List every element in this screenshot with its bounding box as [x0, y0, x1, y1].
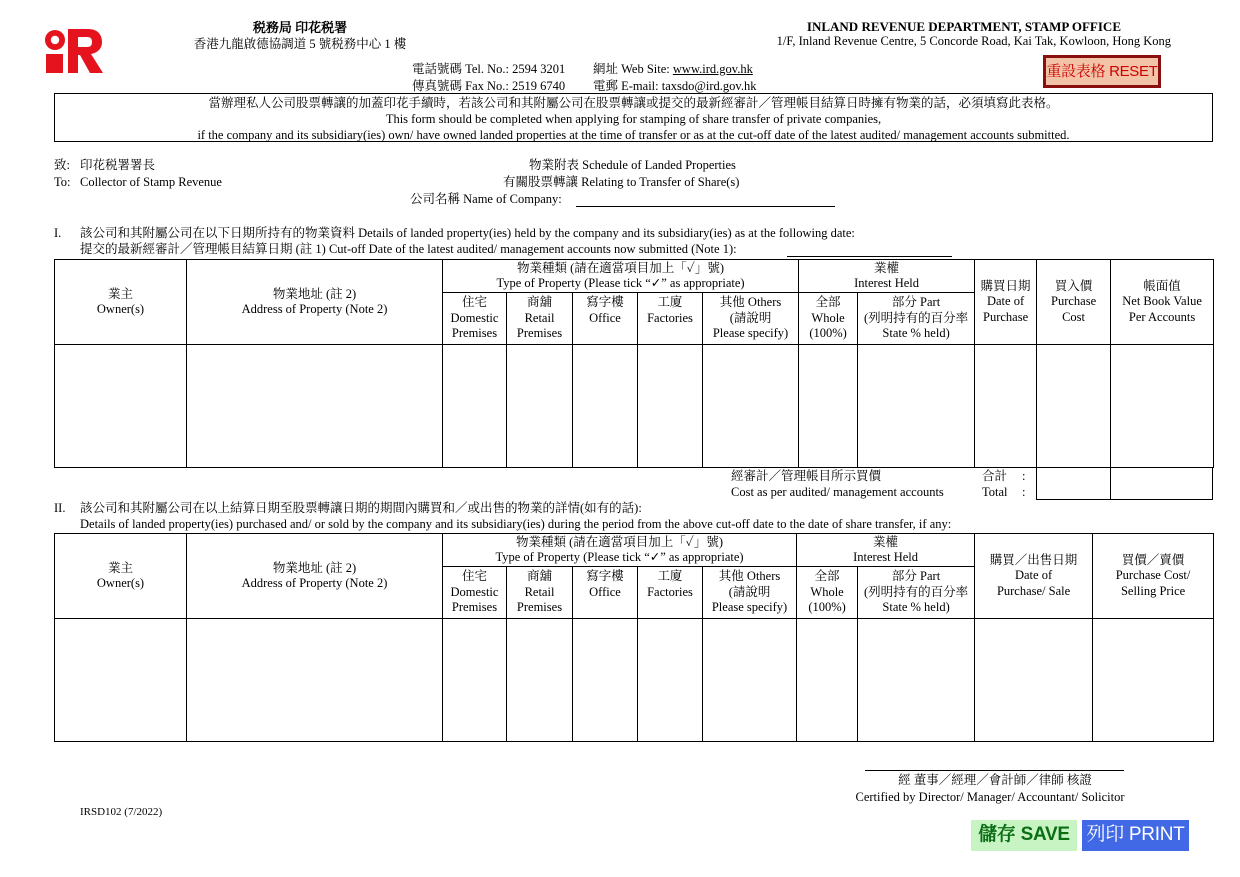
cutoff-date-label: 提交的最新經審計／管理帳目結算日期 (註 1) Cut-off Date of the latest audited/ management accounts now submitted (Note 1):: [80, 242, 737, 256]
domestic-header: 住宅 Domestic Premises: [443, 567, 507, 619]
cutoff-date-field[interactable]: [787, 242, 952, 257]
to-english-label: To:: [54, 175, 71, 189]
certify-english: Certified by Director/ Manager/ Accountant/ Solicitor: [855, 790, 1125, 804]
domestic-input-cell[interactable]: [443, 619, 507, 742]
whole-header: 全部 Whole (100%): [797, 567, 858, 619]
office-header: 寫字樓 Office: [573, 293, 638, 345]
dept-name-english: INLAND REVENUE DEPARTMENT, STAMP OFFICE: [806, 19, 1121, 34]
owner-header: 業主 Owner(s): [55, 534, 187, 619]
email: 電郵 E-mail: taxsdo@ird.gov.hk: [593, 79, 757, 93]
address-chinese: 香港九龍啟德協調道 5 號税務中心 1 樓: [193, 37, 407, 51]
interest-header: 業權 Interest Held: [797, 534, 975, 567]
section2-heading-english: Details of landed property(ies) purchased and/ or sold by the company and its subsidiary(ies) during the period from the above cut-off date to the date of share transfer, if any:: [80, 517, 952, 531]
domestic-header: 住宅 Domestic Premises: [443, 293, 507, 345]
dept-name-chinese: 税務局 印花税署: [252, 20, 348, 35]
whole-header: 全部 Whole (100%): [799, 293, 858, 345]
address-english: 1/F, Inland Revenue Centre, 5 Concorde Road, Kai Tak, Kowloon, Hong Kong: [776, 34, 1171, 48]
total-purchase-cost-field[interactable]: [1036, 467, 1111, 500]
section1-heading: 該公司和其附屬公司在以下日期所持有的物業資料 Details of landed property(ies) held by the company and its subsidiary(ies) as at the following date:: [80, 226, 855, 240]
domestic-input-cell[interactable]: [443, 345, 507, 468]
website-label: 網址 Web Site:: [593, 62, 673, 76]
total-net-book-value-field[interactable]: [1110, 467, 1213, 500]
factories-input-cell[interactable]: [638, 619, 703, 742]
others-header: 其他 Others (請說明 Please specify): [703, 293, 799, 345]
others-input-cell[interactable]: [703, 619, 797, 742]
owner-input-cell[interactable]: [55, 619, 187, 742]
section2-heading-chinese: 該公司和其附屬公司在以上結算日期至股票轉讓日期的期間內購買和／或出售的物業的詳情(如有的話):: [80, 501, 642, 515]
retail-header: 商舖 Retail Premises: [507, 293, 573, 345]
schedule-subtitle: 有關股票轉讓 Relating to Transfer of Share(s): [503, 175, 740, 189]
total-label-chinese: 經審計／管理帳目所示買價: [731, 469, 882, 483]
address-header: 物業地址 (註 2) Address of Property (Note 2): [187, 534, 443, 619]
total-colon-2: :: [1022, 485, 1026, 499]
address-input-cell[interactable]: [187, 345, 443, 468]
certify-chinese: 經 董事／經理／會計師／律師 核證: [898, 773, 1092, 787]
notice-line-english-1: This form should be completed when applying for stamping of share transfer of private companies,: [385, 112, 882, 126]
fax-number: 傳真號碼 Fax No.: 2519 6740: [412, 79, 566, 93]
website: [593, 62, 753, 77]
company-name-field[interactable]: [576, 192, 835, 207]
owner-header: 業主 Owner(s): [55, 260, 187, 345]
to-chinese-label: 致:: [54, 158, 70, 172]
section2-numeral: II.: [54, 501, 66, 515]
office-header: 寫字樓 Office: [573, 567, 638, 619]
factories-input-cell[interactable]: [638, 345, 703, 468]
retail-input-cell[interactable]: [507, 345, 573, 468]
tel-number: 電話號碼 Tel. No.: 2594 3201: [412, 62, 566, 76]
net-book-value-header: 帳面值 Net Book Value Per Accounts: [1111, 260, 1214, 345]
part-header: 部分 Part (列明持有的百分率 State % held): [858, 567, 975, 619]
part-input-cell[interactable]: [858, 619, 975, 742]
website-link[interactable]: www.ird.gov.hk: [672, 62, 753, 76]
total-label-english: Cost as per audited/ management accounts: [731, 485, 944, 499]
interest-header: 業權 Interest Held: [799, 260, 975, 293]
purchase-cost-header: 買入價 Purchase Cost: [1037, 260, 1111, 345]
purchase-cost-input-cell[interactable]: [1037, 345, 1111, 468]
address-input-cell[interactable]: [187, 619, 443, 742]
section1-numeral: I.: [54, 226, 62, 240]
part-header: 部分 Part (列明持有的百分率 State % held): [858, 293, 975, 345]
others-input-cell[interactable]: [703, 345, 799, 468]
factories-header: 工廈 Factories: [638, 567, 703, 619]
owner-input-cell[interactable]: [55, 345, 187, 468]
purchase-sale-date-header: 購買／出售日期 Date of Purchase/ Sale: [975, 534, 1093, 619]
company-name-label: 公司名稱 Name of Company:: [410, 192, 562, 206]
property-type-header: 物業種類 (請在適當項目加上「✓」號) Type of Property (Please tick “✓” as appropriate): [443, 534, 797, 567]
factories-header: 工廈 Factories: [638, 293, 703, 345]
office-input-cell[interactable]: [573, 345, 638, 468]
retail-input-cell[interactable]: [507, 619, 573, 742]
reset-button[interactable]: 重設表格 RESET: [1043, 55, 1161, 88]
transactions-table: [54, 533, 1214, 742]
purchase-selling-price-input-cell[interactable]: [1093, 619, 1214, 742]
part-input-cell[interactable]: [858, 345, 975, 468]
total-chinese: 合計: [982, 469, 1008, 483]
form-code: IRSD102 (7/2022): [80, 806, 163, 818]
others-header: 其他 Others (請說明 Please specify): [703, 567, 797, 619]
purchase-selling-price-header: 買價／賣價 Purchase Cost/ Selling Price: [1093, 534, 1214, 619]
to-english: Collector of Stamp Revenue: [80, 175, 222, 189]
notice-line-english-2: if the company and its subsidiary(ies) own/ have owned landed properties at the time of transfer or as at the cut-off date of the latest audited/ management accounts submitted.: [197, 128, 1070, 142]
total-colon-1: :: [1022, 469, 1026, 483]
notice-line-chinese: 當辦理私人公司股票轉讓的加蓋印花手續時，若該公司和其附屬公司在股票轉讓或提交的最新經審計／管理帳目結算日時擁有物業的話，必須填寫此表格。: [208, 96, 1059, 110]
instruction-notice: [54, 93, 1213, 142]
purchase-sale-date-input-cell[interactable]: [975, 619, 1093, 742]
whole-input-cell[interactable]: [799, 345, 858, 468]
print-button[interactable]: 列印 PRINT: [1082, 820, 1189, 851]
save-button[interactable]: 儲存 SAVE: [971, 820, 1077, 851]
ird-logo: [44, 27, 104, 75]
signature-line[interactable]: [865, 770, 1124, 771]
to-chinese: 印花税署署長: [80, 158, 156, 172]
office-input-cell[interactable]: [573, 619, 638, 742]
property-type-header: 物業種類 (請在適當項目加上「✓」號) Type of Property (Please tick “✓” as appropriate): [443, 260, 799, 293]
retail-header: 商舖 Retail Premises: [507, 567, 573, 619]
purchase-date-input-cell[interactable]: [975, 345, 1037, 468]
net-book-value-input-cell[interactable]: [1111, 345, 1214, 468]
purchase-date-header: 購買日期 Date of Purchase: [975, 260, 1037, 345]
landed-properties-table: [54, 259, 1214, 468]
schedule-title: 物業附表 Schedule of Landed Properties: [529, 158, 736, 172]
whole-input-cell[interactable]: [797, 619, 858, 742]
total-english: Total: [982, 485, 1008, 499]
address-header: 物業地址 (註 2) Address of Property (Note 2): [187, 260, 443, 345]
